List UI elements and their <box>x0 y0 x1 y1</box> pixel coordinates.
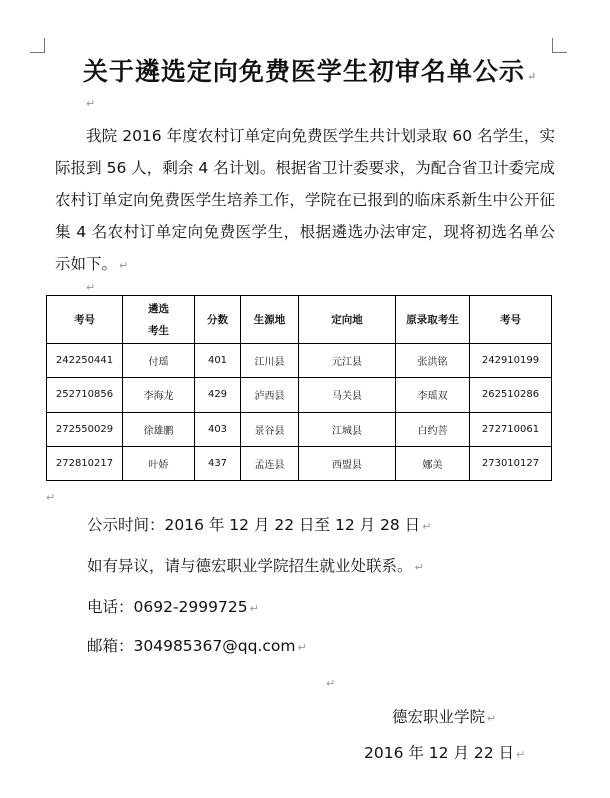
cell-student: 付瑶 <box>123 344 195 378</box>
intro-text: 我院 2016 年度农村订单定向免费医学生共计划录取 60 名学生，实际报到 56 人，剩余 4 名计划。根据省卫计委要求，为配合省卫计委完成农村订单定向免费医学生培养工作，学院在已报到的临床系新生中公开征集 4 名农村订单定向免费医学生，根据遴选办法审定，现将初选名单公示如下。 <box>55 127 555 273</box>
cell-score: 401 <box>195 344 241 378</box>
paragraph-mark-icon: ↵ <box>516 748 526 761</box>
signature-date <box>364 741 525 763</box>
cell-exam-number: 272550029 <box>47 412 123 446</box>
cell-origin: 孟连县 <box>241 446 299 480</box>
paragraph-mark-icon: ↵ <box>526 70 538 83</box>
cell-destination: 江城县 <box>299 412 396 446</box>
notice-period <box>87 513 431 535</box>
cell-origin: 景谷县 <box>241 412 299 446</box>
table-row <box>47 446 552 480</box>
paragraph-mark-icon: ↵ <box>119 259 129 272</box>
paragraph-mark-icon: ↵ <box>249 602 259 615</box>
cell-exam-number: 242250441 <box>47 344 123 378</box>
paragraph-mark-icon: ↵ <box>414 561 424 574</box>
page-corner-top-right <box>552 38 567 53</box>
cell-score: 429 <box>195 378 241 412</box>
header-destination: 定向地 <box>299 296 396 344</box>
cell-exam-number-2: 262510286 <box>470 378 552 412</box>
cell-original-student: 李瑶双 <box>396 378 470 412</box>
cell-original-student: 张洪铭 <box>396 344 470 378</box>
cell-destination: 西盟县 <box>299 446 396 480</box>
title-text: 关于遴选定向免费医学生初审名单公示 <box>82 57 525 86</box>
cell-student: 李海龙 <box>123 378 195 412</box>
page-title <box>40 52 580 88</box>
cell-exam-number: 272810217 <box>47 446 123 480</box>
header-selected-student <box>123 296 195 344</box>
paragraph-mark-icon: ↵ <box>422 520 432 533</box>
page-corner-top-left <box>30 38 45 53</box>
cell-score: 403 <box>195 412 241 446</box>
paragraph-mark-icon: ↵ <box>86 97 96 110</box>
paragraph-mark-icon: ↵ <box>326 677 336 690</box>
cell-destination: 马关县 <box>299 378 396 412</box>
cell-exam-number-2: 272710061 <box>470 412 552 446</box>
notice-email-link[interactable]: 邮箱：304985367@qq.com <box>87 637 296 655</box>
cell-destination: 元江县 <box>299 344 396 378</box>
header-original-student: 原录取考生 <box>396 296 470 344</box>
table-row <box>47 344 552 378</box>
notice-period-text: 公示时间：2016 年 12 月 22 日至 12 月 28 日 <box>87 516 421 534</box>
table-row <box>47 378 552 412</box>
signature-org <box>392 705 496 727</box>
cell-exam-number-2: 273010127 <box>470 446 552 480</box>
header-selected-student-label: 遴选考生 <box>148 302 169 337</box>
cell-exam-number-2: 242910199 <box>470 344 552 378</box>
signature-org-text: 德宏职业学院 <box>392 708 486 726</box>
paragraph-mark-icon: ↵ <box>487 712 497 725</box>
cell-origin: 泸西县 <box>241 378 299 412</box>
cell-score: 437 <box>195 446 241 480</box>
header-exam-number: 考号 <box>47 296 123 344</box>
cell-student: 叶娇 <box>123 446 195 480</box>
notice-contact <box>87 554 424 576</box>
notice-phone <box>87 595 259 617</box>
header-origin: 生源地 <box>241 296 299 344</box>
cell-exam-number: 252710856 <box>47 378 123 412</box>
notice-email <box>87 634 307 656</box>
paragraph-mark-icon: ↵ <box>86 281 96 294</box>
paragraph-mark-icon: ↵ <box>297 641 307 654</box>
cell-original-student: 娜美 <box>396 446 470 480</box>
table-row <box>47 412 552 446</box>
header-score: 分数 <box>195 296 241 344</box>
paragraph-mark-icon: ↵ <box>46 491 56 504</box>
cell-student: 徐雄鹏 <box>123 412 195 446</box>
cell-original-student: 白约菩 <box>396 412 470 446</box>
signature-date-text: 2016 年 12 月 22 日 <box>364 744 515 762</box>
candidate-table <box>46 295 552 481</box>
table-header-row <box>47 296 552 344</box>
notice-contact-text: 如有异议，请与德宏职业学院招生就业处联系。 <box>87 557 413 575</box>
intro-paragraph <box>55 120 555 282</box>
notice-phone-text: 电话：0692-2999725 <box>87 598 248 616</box>
header-exam-number-2: 考号 <box>470 296 552 344</box>
cell-origin: 江川县 <box>241 344 299 378</box>
